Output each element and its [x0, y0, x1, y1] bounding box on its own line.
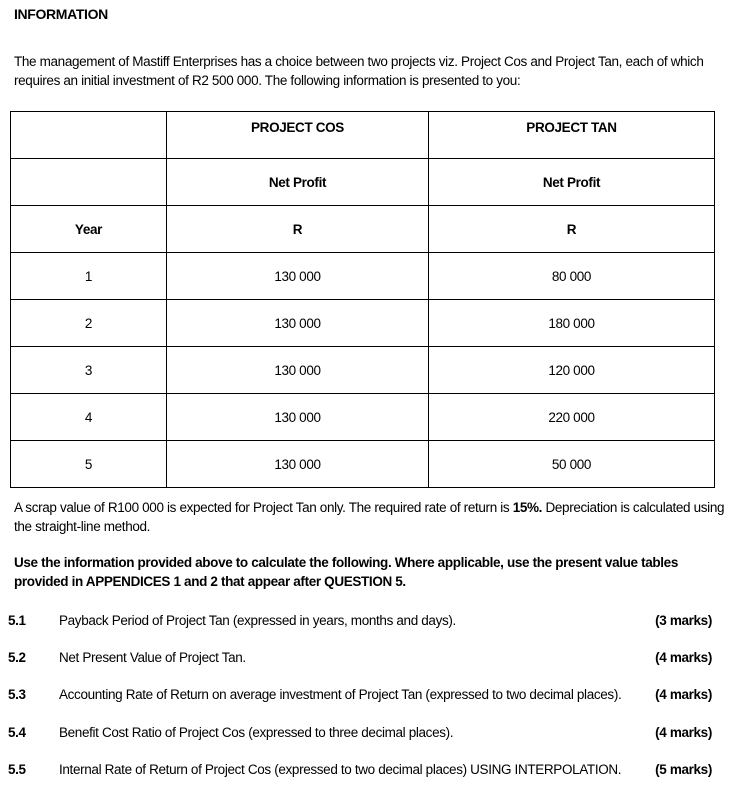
table-row	[11, 441, 715, 488]
scrap-text-2: Depreciation is calculated using the straight-line method.	[14, 500, 725, 534]
tan-value-cell: 50 000	[429, 441, 715, 488]
table-row	[11, 347, 715, 394]
scrap-text-1: A scrap value of R100 000 is expected for Project Tan only. The required rate of return is	[14, 500, 513, 515]
question-item	[0, 613, 739, 633]
intro-paragraph: The management of Mastiff Enterprises has a choice between two projects viz. Project Cos and Project Tan, each of which requires an initial investment of R2 500 000. The following information is presented to you:	[14, 54, 704, 88]
table-corner-cell	[11, 112, 167, 159]
question-number: 5.5	[8, 762, 26, 777]
scrap-paragraph	[14, 498, 726, 536]
table-empty-cell	[11, 159, 167, 206]
section-heading: INFORMATION	[14, 6, 108, 22]
question-marks: (3 marks)	[655, 613, 712, 628]
question-text: Payback Period of Project Tan (expressed in years, months and days).	[59, 613, 456, 628]
question-item	[0, 762, 739, 782]
question-number: 5.3	[8, 687, 26, 702]
unit-cos: R	[167, 206, 429, 253]
net-profit-tan-label: Net Profit	[429, 159, 715, 206]
question-text: Internal Rate of Return of Project Cos (expressed to two decimal places) USING INTERPOLATION.	[59, 762, 622, 777]
question-number: 5.4	[8, 725, 26, 740]
question-number: 5.2	[8, 650, 26, 665]
cos-value-cell: 130 000	[167, 253, 429, 300]
table-subheader-row	[11, 159, 715, 206]
cos-value-cell: 130 000	[167, 394, 429, 441]
question-text: Net Present Value of Project Tan.	[59, 650, 246, 665]
net-profit-cos-label: Net Profit	[167, 159, 429, 206]
tan-value-cell: 80 000	[429, 253, 715, 300]
net-profit-table	[10, 111, 715, 488]
instruction-paragraph: Use the information provided above to calculate the following. Where applicable, use the present value tables provided in APPENDICES 1 and 2 that appear after QUESTION 5.	[14, 555, 679, 589]
table-row	[11, 253, 715, 300]
tan-value-cell: 120 000	[429, 347, 715, 394]
year-cell: 1	[11, 253, 167, 300]
question-number: 5.1	[8, 613, 26, 628]
question-item	[0, 725, 739, 745]
cos-value-cell: 130 000	[167, 300, 429, 347]
table-header-row	[11, 112, 715, 159]
cos-value-cell: 130 000	[167, 441, 429, 488]
table-row	[11, 300, 715, 347]
table-row	[11, 394, 715, 441]
question-marks: (4 marks)	[655, 650, 712, 665]
question-item	[0, 650, 739, 670]
question-marks: (5 marks)	[655, 762, 712, 777]
tan-value-cell: 220 000	[429, 394, 715, 441]
year-cell: 3	[11, 347, 167, 394]
year-cell: 2	[11, 300, 167, 347]
question-marks: (4 marks)	[655, 687, 712, 702]
year-label: Year	[11, 206, 167, 253]
header-project-tan: PROJECT TAN	[429, 112, 715, 159]
table-unit-row	[11, 206, 715, 253]
tan-value-cell: 180 000	[429, 300, 715, 347]
unit-tan: R	[429, 206, 715, 253]
question-item	[0, 687, 739, 707]
question-marks: (4 marks)	[655, 725, 712, 740]
year-cell: 4	[11, 394, 167, 441]
question-text: Accounting Rate of Return on average investment of Project Tan (expressed to two decimal places).	[59, 687, 622, 702]
required-rate: 15%.	[512, 500, 543, 515]
header-project-cos: PROJECT COS	[167, 112, 429, 159]
question-text: Benefit Cost Ratio of Project Cos (expressed to three decimal places).	[59, 725, 454, 740]
year-cell: 5	[11, 441, 167, 488]
cos-value-cell: 130 000	[167, 347, 429, 394]
